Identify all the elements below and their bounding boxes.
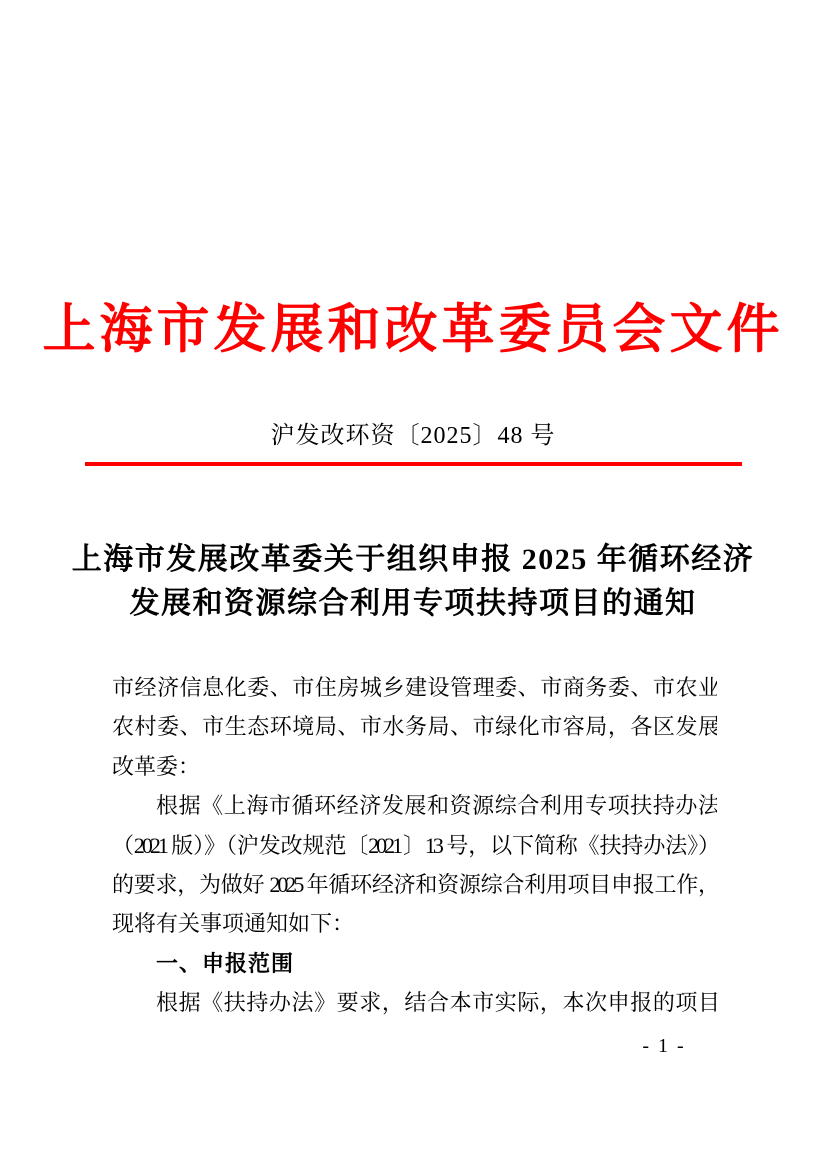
page-number: - 1 - [642, 1035, 686, 1057]
letterhead-org-title: 上海市发展和改革委员会文件 [42, 301, 784, 359]
section-1-heading: 一、申报范围 [156, 950, 295, 976]
paragraph-1-line-1: 根据《上海市循环经济发展和资源综合利用专项扶持办法 [156, 793, 717, 819]
address-line-1: 市经济信息化委、市住房城乡建设管理委、市商务委、市农业 [112, 675, 717, 700]
document-title-line-2: 发展和资源综合利用专项扶持项目的通知 [129, 587, 697, 620]
document-title [0, 538, 826, 626]
paragraph-1-line-3: 的要求，为做好 2025 年循环经济和资源综合利用项目申报工作， [112, 871, 717, 897]
doc-number: 沪发改环资〔2025〕48 号 [270, 423, 556, 449]
paragraph-1-line-2: （2021 版）》（沪发改规范〔2021〕13 号，以下简称《扶持办法》） [112, 832, 717, 858]
document-title-line-1: 上海市发展改革委关于组织申报 2025 年循环经济 [71, 543, 755, 576]
paragraph-1-line-4: 现将有关事项通知如下： [112, 911, 355, 937]
address-line-3: 改革委： [112, 753, 201, 779]
letterhead-divider-line [85, 462, 742, 466]
address-line-2: 农村委、市生态环境局、市水务局、市绿化市容局，各区发展 [112, 714, 717, 740]
document-body [112, 668, 717, 1023]
paragraph-2-line-1: 根据《扶持办法》要求，结合本市实际，本次申报的项目 [156, 990, 717, 1016]
